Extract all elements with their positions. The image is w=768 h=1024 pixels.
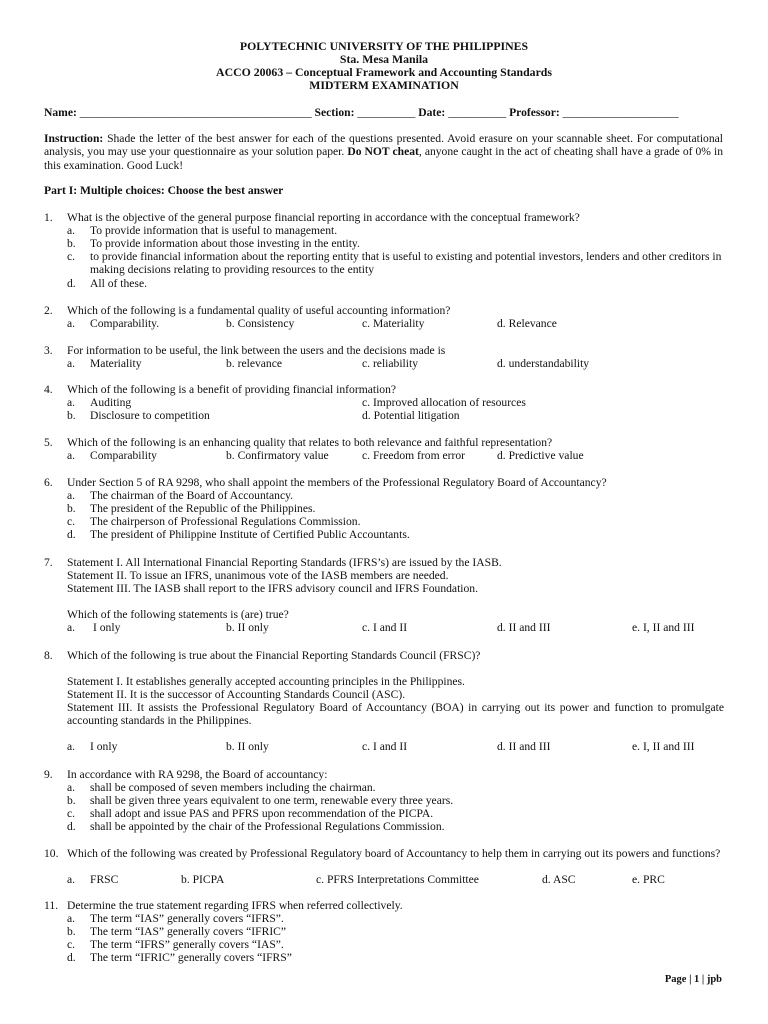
- q6-option-d: The president of Philippine Institute of Certified Public Accountants.: [90, 528, 410, 541]
- q11-stem: Determine the true statement regarding IFRS when referred collectively.: [67, 899, 403, 912]
- section-blank[interactable]: __________: [357, 106, 416, 119]
- q8-option-c[interactable]: c. I and II: [362, 740, 408, 753]
- q6-number: 6.: [44, 476, 53, 489]
- q2-option-a: Comparability.: [90, 317, 160, 330]
- q7-option-a: I only: [93, 621, 121, 634]
- q6-stem: Under Section 5 of RA 9298, who shall appoint the members of the Professional Regulatory Board of Accountancy?: [67, 476, 607, 489]
- q4-option-b: Disclosure to competition: [90, 409, 210, 422]
- professor-blank[interactable]: ____________________: [562, 106, 679, 119]
- q6-letter-c[interactable]: c.: [67, 515, 76, 528]
- q7-stem: Which of the following statements is (are) true?: [67, 608, 289, 621]
- instruction-warning: Do NOT cheat: [347, 145, 419, 159]
- q10-option-b[interactable]: b. PICPA: [181, 873, 225, 886]
- q6-option-b: The president of the Republic of the Philippines.: [90, 502, 316, 515]
- q2-number: 2.: [44, 304, 53, 317]
- q7-number: 7.: [44, 556, 53, 569]
- exam-title: MIDTERM EXAMINATION: [309, 78, 459, 92]
- q4-option-a: Auditing: [90, 396, 132, 409]
- q6-option-a: The chairman of the Board of Accountancy.: [90, 489, 294, 502]
- q1-option-a: To provide information that is useful to management.: [90, 224, 338, 237]
- q4-option-c[interactable]: c. Improved allocation of resources: [362, 396, 526, 409]
- q7-option-c[interactable]: c. I and II: [362, 621, 408, 634]
- q7-option-e[interactable]: e. I, II and III: [632, 621, 695, 634]
- q3-number: 3.: [44, 344, 53, 357]
- q8-letter-a[interactable]: a.: [67, 740, 76, 753]
- q11-letter-d[interactable]: d.: [67, 951, 76, 964]
- q5-option-d[interactable]: d. Predictive value: [497, 449, 584, 462]
- q9-option-d: shall be appointed by the chair of the Professional Regulations Commission.: [90, 820, 445, 833]
- q11-letter-a[interactable]: a.: [67, 912, 76, 925]
- q4-stem: Which of the following is a benefit of providing financial information?: [67, 383, 397, 396]
- q2-option-d[interactable]: d. Relevance: [497, 317, 557, 330]
- q3-option-b[interactable]: b. relevance: [226, 357, 282, 370]
- q3-letter-a[interactable]: a.: [67, 357, 76, 370]
- q5-letter-a[interactable]: a.: [67, 449, 76, 462]
- q8-stem: Which of the following is true about the Financial Reporting Standards Council (FRSC)?: [67, 649, 481, 662]
- q11-option-d: The term “IFRIC” generally covers “IFRS”: [90, 951, 292, 964]
- q1-option-d: All of these.: [90, 277, 147, 290]
- q7-option-b[interactable]: b. II only: [226, 621, 269, 634]
- q1-letter-b[interactable]: b.: [67, 237, 76, 250]
- q1-stem: What is the objective of the general purpose financial reporting in accordance with the conceptual framework?: [67, 211, 580, 224]
- q5-number: 5.: [44, 436, 53, 449]
- instruction-text-a: Shade the letter of the best answer for each of the questions presented. Avoid erasure on your scannable sheet. For computational analysis, you may use your questionnaire as your solution paper.: [44, 132, 723, 159]
- q4-letter-a[interactable]: a.: [67, 396, 76, 409]
- q4-number: 4.: [44, 383, 53, 396]
- name-label: Name:: [44, 106, 77, 119]
- q9-option-b: shall be given three years equivalent to one term, renewable every three years.: [90, 794, 454, 807]
- q2-letter-a[interactable]: a.: [67, 317, 76, 330]
- q11-option-c: The term “IFRS” generally covers “IAS”.: [90, 938, 284, 951]
- q1-letter-c[interactable]: c.: [67, 250, 76, 263]
- q8-number: 8.: [44, 649, 53, 662]
- q5-option-b[interactable]: b. Confirmatory value: [226, 449, 329, 462]
- q9-letter-c[interactable]: c.: [67, 807, 76, 820]
- q9-letter-b[interactable]: b.: [67, 794, 76, 807]
- date-label: Date:: [418, 106, 446, 119]
- q1-number: 1.: [44, 211, 53, 224]
- q3-option-a: Materiality: [90, 357, 142, 370]
- q6-letter-b[interactable]: b.: [67, 502, 76, 515]
- q8-statement-1: Statement I. It establishes generally accepted accounting principles in the Philippines.: [67, 675, 465, 688]
- q10-stem: Which of the following was created by Professional Regulatory board of Accountancy to help them in carrying out its powers and functions?: [67, 847, 721, 860]
- q8-option-d[interactable]: d. II and III: [497, 740, 551, 753]
- q7-letter-a[interactable]: a.: [67, 621, 76, 634]
- q8-option-a: I only: [90, 740, 118, 753]
- q3-stem: For information to be useful, the link between the users and the decisions made is: [67, 344, 446, 357]
- professor-label: Professor:: [509, 106, 560, 119]
- q8-option-b[interactable]: b. II only: [226, 740, 269, 753]
- q2-option-b[interactable]: b. Consistency: [226, 317, 295, 330]
- date-blank[interactable]: __________: [448, 106, 507, 119]
- q5-stem: Which of the following is an enhancing quality that relates to both relevance and faithful representation?: [67, 436, 553, 449]
- q9-stem: In accordance with RA 9298, the Board of accountancy:: [67, 768, 328, 781]
- instruction-label: Instruction:: [44, 132, 104, 145]
- q10-option-a: FRSC: [90, 873, 119, 886]
- q9-letter-d[interactable]: d.: [67, 820, 76, 833]
- q2-stem: Which of the following is a fundamental quality of useful accounting information?: [67, 304, 451, 317]
- q9-option-a: shall be composed of seven members including the chairman.: [90, 781, 376, 794]
- q8-statement-3: Statement III. It assists the Professional Regulatory Board of Accountancy (BOA) in carrying out its power and function to promulgate accounting standards in the Philippines.: [67, 701, 724, 728]
- q11-letter-c[interactable]: c.: [67, 938, 76, 951]
- q7-statement-1: Statement I. All International Financial Reporting Standards (IFRS’s) are issued by the IASB.: [67, 556, 502, 569]
- q10-option-d[interactable]: d. ASC: [542, 873, 576, 886]
- course-title: ACCO 20063 – Conceptual Framework and Accounting Standards: [216, 65, 552, 79]
- q5-option-a: Comparability: [90, 449, 157, 462]
- q9-letter-a[interactable]: a.: [67, 781, 76, 794]
- part1-title: Part I: Multiple choices: Choose the best answer: [44, 184, 284, 197]
- q1-option-c: to provide financial information about the reporting entity that is useful to existing and potential investors, lenders and other creditors in making decisions relating to providing resources to the entity: [90, 250, 722, 277]
- q11-option-a: The term “IAS” generally covers “IFRS”.: [90, 912, 284, 925]
- q6-option-c: The chairperson of Professional Regulations Commission.: [90, 515, 361, 528]
- campus-title: Sta. Mesa Manila: [339, 52, 429, 66]
- q6-letter-d[interactable]: d.: [67, 528, 76, 541]
- q10-letter-a[interactable]: a.: [67, 873, 76, 886]
- q3-option-c[interactable]: c. reliability: [362, 357, 419, 370]
- university-title: POLYTECHNIC UNIVERSITY OF THE PHILIPPINES: [239, 39, 529, 53]
- q10-option-e[interactable]: e. PRC: [632, 873, 665, 886]
- q10-number: 10.: [44, 847, 59, 860]
- instruction-text-b: , anyone caught in the act of cheating shall have a grade of 0% in this examination. Good Luck!: [44, 145, 724, 172]
- q3-option-d[interactable]: d. understandability: [497, 357, 590, 370]
- q7-statement-3: Statement III. The IASB shall report to the IFRS advisory council and IFRS Foundation.: [67, 582, 479, 595]
- q1-letter-a[interactable]: a.: [67, 224, 76, 237]
- q5-option-c[interactable]: c. Freedom from error: [362, 449, 466, 462]
- q8-statement-2: Statement II. It is the successor of Accounting Standards Council (ASC).: [67, 688, 406, 701]
- q9-option-c: shall adopt and issue PAS and PFRS upon recommendation of the PICPA.: [90, 807, 434, 820]
- q11-number: 11.: [44, 899, 59, 912]
- page-footer: Page | 1 | jpb: [664, 974, 722, 985]
- q11-letter-b[interactable]: b.: [67, 925, 76, 938]
- q10-option-c[interactable]: c. PFRS Interpretations Committee: [316, 873, 479, 886]
- section-label: Section:: [314, 106, 355, 119]
- q8-option-e[interactable]: e. I, II and III: [632, 740, 695, 753]
- q7-option-d[interactable]: d. II and III: [497, 621, 551, 634]
- q1-option-b: To provide information about those investing in the entity.: [90, 237, 360, 250]
- q9-number: 9.: [44, 768, 53, 781]
- q1-letter-d[interactable]: d.: [67, 277, 76, 290]
- q11-option-b: The term “IAS” generally covers “IFRIC”: [90, 925, 287, 938]
- name-blank[interactable]: ________________________________________: [79, 106, 312, 119]
- q4-option-d[interactable]: d. Potential litigation: [362, 409, 460, 422]
- q4-letter-b[interactable]: b.: [67, 409, 76, 422]
- q2-option-c[interactable]: c. Materiality: [362, 317, 425, 330]
- instruction-paragraph: [44, 132, 723, 172]
- q7-statement-2: Statement II. To issue an IFRS, unanimous vote of the IASB members are needed.: [67, 569, 449, 582]
- q6-letter-a[interactable]: a.: [67, 489, 76, 502]
- info-line: [44, 106, 679, 119]
